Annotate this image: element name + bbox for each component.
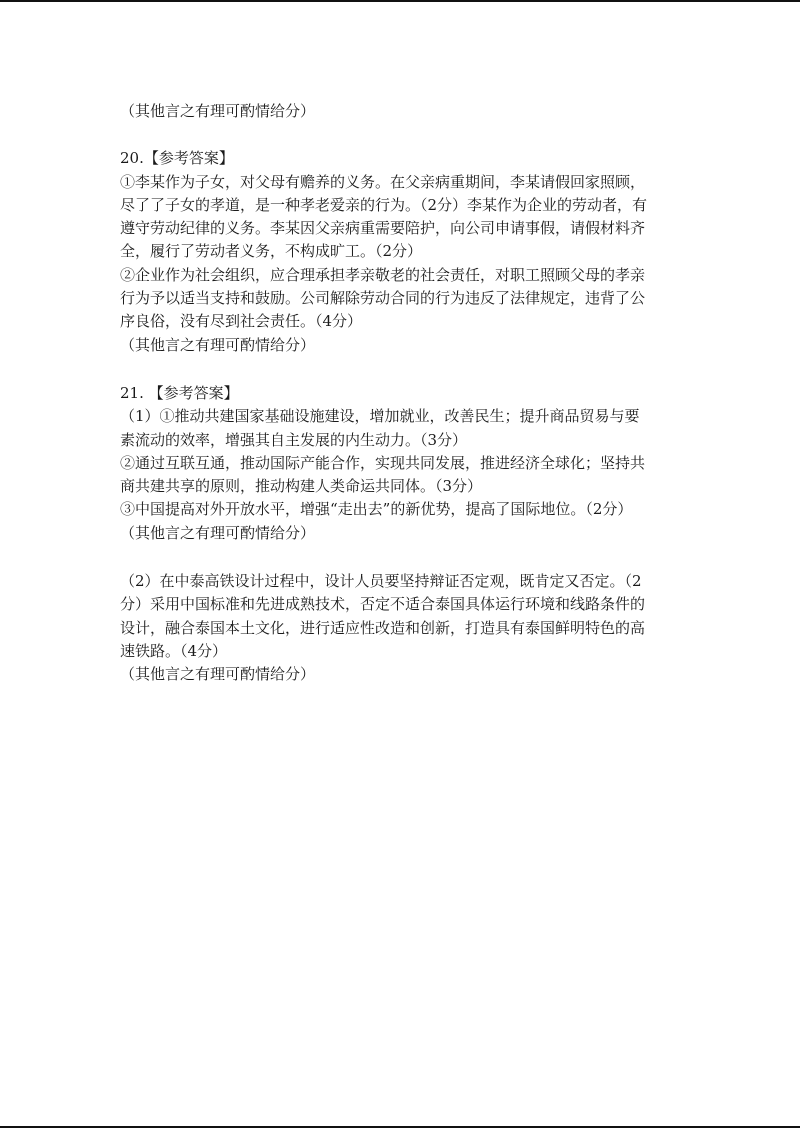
- question-21-part1-line: ②通过互联互通，推动国际产能合作，实现共同发展，推进经济全球化；坚持共: [120, 453, 646, 472]
- question-20-line: 序良俗，没有尽到社会责任。（4分）: [120, 312, 363, 331]
- question-20-line: ②企业作为社会组织，应合理承担孝亲敬老的社会责任，对职工照顾父母的孝亲: [120, 265, 646, 284]
- question-20-line: 行为予以适当支持和鼓励。公司解除劳动合同的行为违反了法律规定，违背了公: [120, 289, 646, 308]
- answer-document: [120, 100, 690, 687]
- question-21-part1-line: （1）①推动共建国家基础设施建设，增加就业，改善民生；提升商品贸易与要: [120, 407, 640, 426]
- question-20-line: 尽了了子女的孝道，是一种孝老爱亲的行为。（2分）李某作为企业的劳动者，有: [120, 195, 648, 214]
- question-20-scoring-note: （其他言之有理可酌情给分）: [120, 335, 316, 354]
- question-20-line: 遵守劳动纪律的义务。李某因父亲病重需要陪护，向公司申请事假，请假材料齐: [120, 219, 646, 238]
- bottom-border-line: [0, 1126, 800, 1128]
- question-21-part2-line: （2）在中泰高铁设计过程中，设计人员要坚持辩证否定观，既肯定又否定。（2: [120, 572, 642, 591]
- question-21-part1-line: ③中国提高对外开放水平，增强“走出去”的新优势，提高了国际地位。（2分）: [120, 500, 633, 519]
- question-21-part2-line: 设计，融合泰国本土文化，进行适应性改造和创新，打造具有泰国鲜明特色的高: [120, 618, 646, 637]
- question-20-heading: 20.【参考答案】: [120, 149, 234, 168]
- scoring-note-top: （其他言之有理可酌情给分）: [120, 102, 316, 120]
- question-21-part2-line: 速铁路。（4分）: [120, 641, 228, 660]
- question-20-line: 全，履行了劳动者义务，不构成旷工。（2分）: [120, 242, 423, 261]
- question-21-heading: 21. 【参考答案】: [120, 383, 239, 402]
- question-21-part2-scoring-note: （其他言之有理可酌情给分）: [120, 665, 316, 684]
- question-21-part1-line: 商共建共享的原则，推动构建人类命运共同体。（3分）: [120, 477, 483, 496]
- question-20-line: ①李某作为子女，对父母有赡养的义务。在父亲病重期间，李某请假回家照顾，: [120, 172, 646, 191]
- question-21-part2-line: 分）采用中国标准和先进成熟技术，否定不适合泰国具体运行环境和线路条件的: [120, 595, 646, 614]
- question-21-section: [120, 382, 690, 687]
- question-21-part1-line: 素流动的效率，增强其自主发展的内生动力。（3分）: [120, 430, 468, 449]
- top-border-line: [0, 0, 800, 2]
- question-21-part1-scoring-note: （其他言之有理可酌情给分）: [120, 523, 316, 542]
- question-20-section: [120, 147, 690, 357]
